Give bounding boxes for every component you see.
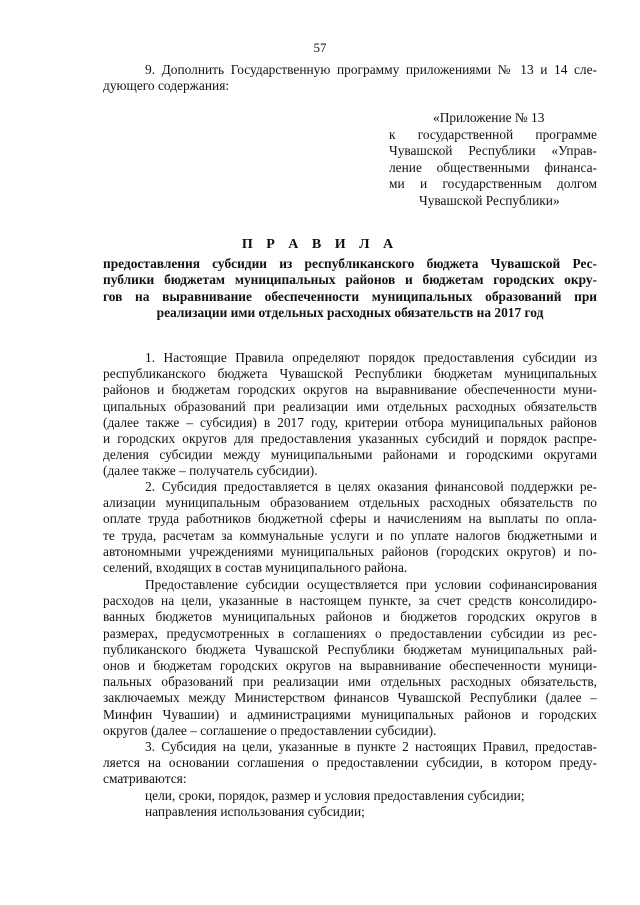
appendix-line: ление общественными финанса-: [389, 159, 597, 175]
page-number: 57: [313, 40, 327, 55]
paragraph-1: [103, 350, 597, 480]
subtitle-line: реализации ими отдельных расходных обязательств на 2017 год: [156, 305, 544, 321]
appendix-line: к государственной программе: [389, 126, 597, 142]
text-line: и городских округов для предоставления указанных субсидий и порядок распре-: [103, 431, 597, 447]
text-line: заключаемых между Министерством финансов Чувашской Республики (далее –: [103, 690, 597, 706]
text-line: селений, входящих в состав муниципального района.: [103, 560, 408, 576]
text-line: деления субсидии между муниципальными районами и городскими округами: [103, 447, 597, 463]
appendix-line: Чувашской Республики»: [419, 192, 560, 208]
text-line: округов (далее – соглашение о предоставлении субсидии).: [103, 722, 437, 738]
text-line: пальных образований при реализации ими отдельных расходных обязательств,: [103, 674, 597, 690]
text-line: республиканского бюджета Чувашской Республики бюджетам муниципальных: [103, 366, 597, 382]
text-line: (далее также – получатель субсидии).: [103, 463, 318, 479]
appendix-line: Чувашской Республики «Управ-: [389, 143, 597, 159]
subtitle-line: публики бюджетам муниципальных районов и бюджетам городских окру-: [103, 272, 597, 288]
subtitle-line: гов на выравнивание обеспеченности муниципальных образований при: [103, 288, 597, 304]
paragraph-2: [103, 479, 597, 576]
text-line: сматриваются:: [103, 771, 187, 787]
text-line: ализации муниципальным образованием отдельных расходных обязательств по: [103, 495, 597, 511]
text-line: 1. Настоящие Правила определяют порядок предоставления субсидии из: [145, 350, 597, 365]
text-line: оплате труда работников бюджетной сферы и начислениям на выплаты по опла-: [103, 511, 597, 527]
paragraph-6: [103, 804, 597, 820]
text-line: 9. Дополнить Государственную программу приложениями № 13 и 14 сле-: [145, 62, 597, 77]
text-line: 2. Субсидия предоставляется в целях оказания финансовой поддержки ре-: [145, 479, 597, 494]
text-line: ляется на основании соглашения о предоставлении субсидии, в котором преду-: [103, 755, 597, 771]
rules-title: П Р А В И Л А: [241, 237, 399, 252]
text-line: Предоставление субсидии осуществляется при условии софинансирования: [145, 577, 597, 592]
appendix-line: «Приложение № 13: [433, 110, 545, 125]
text-line: 3. Субсидия на цели, указанные в пункте 2 настоящих Правил, предостав-: [145, 739, 597, 754]
text-line: ванных бюджетов муниципальных районов и бюджетов городских округов в: [103, 609, 597, 625]
text-line: те труда, расчетам за коммунальные услуги и по уплате налогов бюджетными и: [103, 527, 597, 543]
text-line: (далее также – субсидия) в 2017 году, критерии отбора муниципальных районов: [103, 414, 597, 430]
paragraph-5: [103, 788, 597, 804]
text-line: автономными учреждениями муниципальных районов (городских округов) и по-: [103, 543, 597, 559]
text-line: публиканского бюджета Чувашской Республики бюджетам муниципальных рай-: [103, 641, 597, 657]
text-line: дующего содержания:: [103, 78, 230, 94]
text-line: Минфин Чувашии) и администрациями муниципальных районов и городских: [103, 706, 597, 722]
text-line: онов и бюджетам городских округов на выравнивание обеспеченности муници-: [103, 658, 597, 674]
text-line: цели, сроки, порядок, размер и условия предоставления субсидии;: [145, 788, 525, 803]
rules-subtitle: [103, 256, 597, 322]
text-line: ципальных образований при реализации ими отдельных расходных обязательств: [103, 398, 597, 414]
subtitle-line: предоставления субсидии из республиканского бюджета Чувашской Рес-: [103, 256, 597, 271]
text-line: направления использования субсидии;: [145, 804, 365, 819]
appendix-line: ми и государственным долгом: [389, 176, 597, 192]
intro-paragraph: [103, 62, 597, 94]
text-line: размерах, предусмотренных в соглашениях о предоставлении субсидии из рес-: [103, 625, 597, 641]
paragraph-3: [103, 577, 597, 739]
paragraph-4: [103, 739, 597, 788]
text-line: районов и бюджетам городских округов на выравнивание обеспеченности муни-: [103, 382, 597, 398]
text-line: расходов на цели, указанные в настоящем пункте, за счет средств консолидиро-: [103, 593, 597, 609]
appendix-reference: [389, 110, 597, 210]
